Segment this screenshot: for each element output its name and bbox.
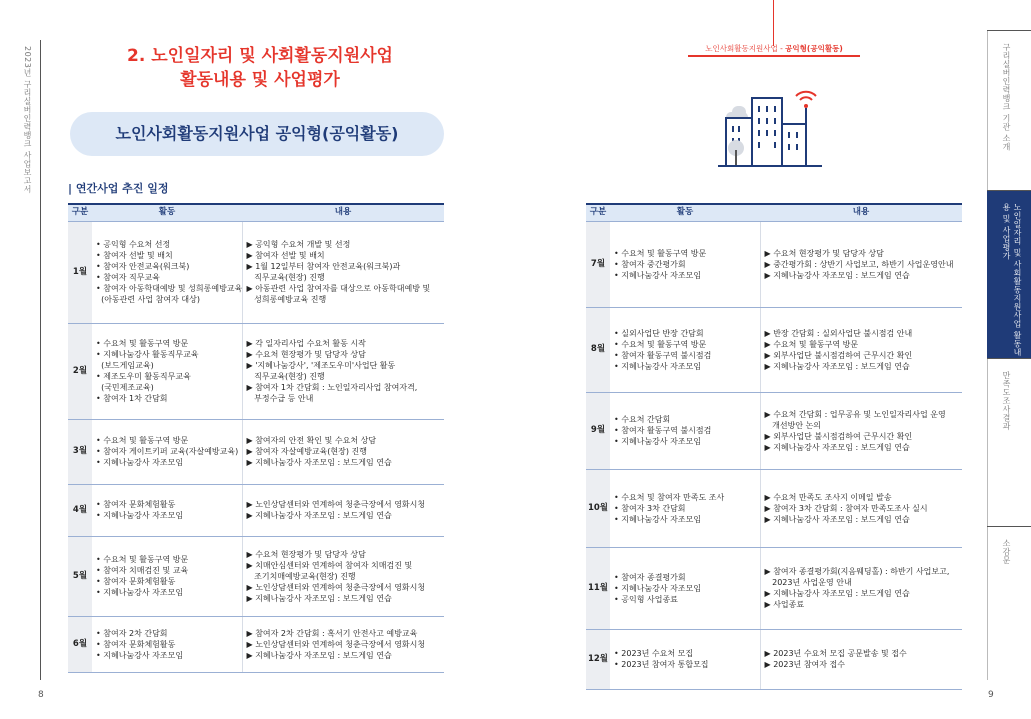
activity-text: • 수요처 간담회 • 참여자 활동구역 불시점검 • 지혜나눔강사 자조모임 — [614, 415, 712, 446]
page-title-line2: 활동내용 및 사업평가 — [180, 70, 340, 90]
subtitle-banner: 노인사회활동지원사업 공익형(공익활동) — [70, 112, 444, 156]
header-content: 내용 — [242, 204, 444, 221]
content-cell — [242, 616, 444, 672]
month-cell: 6월 — [68, 616, 92, 672]
activity-text: • 수요처 및 활동구역 방문 • 지혜나눔강사 활동직무교육 (보드게임교육) • 제조도우미 활동직무교육 (국민제조교육) • 참여자 1차 간담회 — [96, 339, 199, 403]
header-activity: 활동 — [610, 204, 760, 221]
content-cell — [760, 547, 962, 629]
content-text: ▶ 수요처 간담회 : 업무공유 및 노인일자리사업 운영 개선방안 논의 ▶ 외부사업단 불시점검하여 근무시간 확인 ▶ 지혜나눔강사 자조모임 : 보드게임 연습 — [764, 409, 946, 452]
content-text: ▶ 참여자 종결평가회(지음웨딩홀) : 하반기 사업보고, 2023년 사업운영 안내 ▶ 지혜나눔강사 자조모임 : 보드게임 연습 ▶ 사업종료 — [764, 567, 950, 609]
table-row — [68, 323, 444, 419]
month-cell: 5월 — [68, 536, 92, 616]
table-row — [586, 469, 962, 547]
header-content: 내용 — [760, 204, 962, 221]
content-text: ▶ 각 일자리사업 수요처 활동 시작 ▶ 수요처 현장평가 및 담당자 상담 ▶ '지혜나눔강사', '제조도우미'사업단 활동 직무교육(현장) 진행 ▶ 참여자 1차 간담회 : 노인일자리사업 참여자격, 부정수급 등 안내 — [246, 339, 418, 403]
table-row — [68, 616, 444, 672]
content-cell — [760, 629, 962, 689]
table-row — [68, 484, 444, 536]
activity-cell — [92, 536, 242, 616]
activity-cell — [92, 616, 242, 672]
content-text: ▶ 노인상담센터와 연계하여 청춘극장에서 영화시청 ▶ 지혜나눔강사 자조모임 : 보드게임 연습 — [246, 500, 426, 520]
content-text: ▶ 참여자 2차 간담회 : 혹서기 안전사고 예방교육 ▶ 노인상담센터와 연계하여 청춘극장에서 영화시청 ▶ 지혜나눔강사 자조모임 : 보드게임 연습 — [246, 628, 426, 660]
month-cell: 2월 — [68, 323, 92, 419]
activity-text: • 수요처 및 활동구역 방문 • 참여자 중간평가회 • 지혜나눔강사 자조모임 — [614, 248, 707, 280]
header-activity: 활동 — [92, 204, 242, 221]
content-cell — [760, 221, 962, 307]
content-cell — [242, 221, 444, 323]
tab-senior-jobs[interactable] — [987, 190, 1031, 358]
tab-agency-intro[interactable] — [987, 30, 1031, 190]
content-cell — [242, 536, 444, 616]
content-text: ▶ 수요처 만족도 조사지 이메일 발송 ▶ 참여자 3차 간담회 : 참여자 만족도조사 실시 ▶ 지혜나눔강사 자조모임 : 보드게임 연습 — [764, 492, 928, 524]
page-title-line1: 2. 노인일자리 및 사회활동지원사업 — [127, 46, 393, 66]
table-header-row — [68, 204, 444, 221]
activity-text: • 수요처 및 활동구역 방문 • 참여자 치매검진 및 교육 • 참여자 문화체험활동 • 지혜나눔강사 자조모임 — [96, 555, 189, 597]
tab-label: 구리실버인력뱅크 기관 소개 — [1002, 43, 1011, 152]
table-header-row — [586, 204, 962, 221]
left-side-label: 2023년 구리실버인력뱅크 사업보고서 — [23, 46, 32, 194]
tab-label: 소감문 — [1002, 539, 1011, 565]
activity-text: • 공익형 수요처 선정 • 참여자 선발 및 배치 • 참여자 안전교육(워크북) • 참여자 직무교육 • 참여자 아동학대예방 및 성희롱예방교육 (아동관련 사업 참여자 대상) — [96, 240, 243, 304]
activity-cell — [92, 221, 242, 323]
activity-cell — [92, 323, 242, 419]
month-cell: 12월 — [586, 629, 610, 689]
activity-cell — [92, 484, 242, 536]
table-row — [68, 536, 444, 616]
activity-text: • 참여자 종결평가회 • 지혜나눔강사 자조모임 • 공익형 사업종료 — [614, 572, 702, 604]
activity-text: • 수요처 및 활동구역 방문 • 참여자 게이트키퍼 교육(자살예방교육) • 지혜나눔강사 자조모임 — [96, 436, 239, 467]
activity-cell — [610, 221, 760, 307]
section-header-prefix: 노인사회활동지원사업 - — [705, 44, 786, 53]
page-title — [70, 44, 450, 92]
content-text: ▶ 참여자의 안전 확인 및 수요처 상담 ▶ 참여자 자살예방교육(현장) 진행 ▶ 지혜나눔강사 자조모임 : 보드게임 연습 — [246, 436, 392, 467]
table-row — [586, 307, 962, 392]
activity-text: • 실외사업단 반장 간담회 • 수요처 및 활동구역 방문 • 참여자 활동구역 불시점검 • 지혜나눔강사 자조모임 — [614, 328, 712, 371]
header-month: 구분 — [68, 204, 92, 221]
tab-label: 노인일자리 및 사회활동지원사업 활동내용 및 사업평가 — [1002, 203, 1022, 357]
table-row — [586, 221, 962, 307]
header-red-rule — [773, 0, 774, 46]
content-cell — [242, 484, 444, 536]
table-row — [586, 547, 962, 629]
content-cell — [242, 323, 444, 419]
buildings-icon — [718, 84, 828, 170]
content-cell — [760, 392, 962, 469]
schedule-table-right — [586, 203, 962, 690]
activity-text: • 참여자 문화체험활동 • 지혜나눔강사 자조모임 — [96, 500, 184, 520]
activity-text: • 참여자 2차 간담회 • 참여자 문화체험활동 • 지혜나눔강사 자조모임 — [96, 628, 184, 660]
section-header-label — [688, 42, 860, 57]
table-row — [68, 221, 444, 323]
activity-text: • 2023년 수요처 모집 • 2023년 참여자 통합모집 — [614, 649, 709, 669]
chapter-tabs — [987, 30, 1031, 680]
table-row — [68, 419, 444, 484]
page-number-right: 9 — [988, 690, 994, 700]
content-text: ▶ 수요처 현장평가 및 담당자 상담 ▶ 중간평가회 : 상반기 사업보고, 하반기 사업운영안내 ▶ 지혜나눔강사 자조모임 : 보드게임 연습 — [764, 248, 954, 280]
activity-cell — [610, 392, 760, 469]
content-cell — [760, 469, 962, 547]
section-title: | 연간사업 추진 일정 — [68, 182, 169, 195]
table-row — [586, 629, 962, 689]
tab-satisfaction-survey[interactable] — [987, 358, 1031, 526]
activity-cell — [610, 629, 760, 689]
content-text: ▶ 공익형 수요처 개발 및 선정 ▶ 참여자 선발 및 배치 ▶ 1월 12일부터 참여자 안전교육(워크북)과 직무교육(현장) 진행 ▶ 아동관련 사업 참여자를 대상으로 아동학대예방 및 성희롱예방교육 진행 — [246, 240, 431, 304]
schedule-table-left — [68, 203, 444, 673]
month-cell: 7월 — [586, 221, 610, 307]
activity-cell — [92, 419, 242, 484]
activity-cell — [610, 547, 760, 629]
month-cell: 10월 — [586, 469, 610, 547]
activity-text: • 수요처 및 참여자 만족도 조사 • 참여자 3차 간담회 • 지혜나눔강사 자조모임 — [614, 492, 725, 524]
activity-cell — [610, 469, 760, 547]
section-header-bold: 공익형(공익활동) — [785, 44, 843, 53]
page-number-left: 8 — [38, 690, 44, 700]
content-text: ▶ 반장 간담회 : 실외사업단 불시점검 안내 ▶ 수요처 및 활동구역 방문 ▶ 외부사업단 불시점검하여 근무시간 확인 ▶ 지혜나눔강사 자조모임 : 보드게임 연습 — [764, 328, 913, 371]
month-cell: 9월 — [586, 392, 610, 469]
month-cell: 1월 — [68, 221, 92, 323]
month-cell: 4월 — [68, 484, 92, 536]
content-cell — [760, 307, 962, 392]
tab-reflections[interactable] — [987, 526, 1031, 680]
month-cell: 3월 — [68, 419, 92, 484]
month-cell: 8월 — [586, 307, 610, 392]
content-text: ▶ 2023년 수요처 모집 공문발송 및 접수 ▶ 2023년 참여자 접수 — [764, 649, 907, 669]
content-text: ▶ 수요처 현장평가 및 담당자 상담 ▶ 치매안심센터와 연계하여 참여자 치매검진 및 조기치매예방교육(현장) 진행 ▶ 노인상담센터와 연계하여 청춘극장에서 영화시청 ▶ 지혜나눔강사 자조모임 : 보드게임 연습 — [246, 549, 426, 603]
activity-cell — [610, 307, 760, 392]
tab-label: 만족도조사결과 — [1002, 371, 1011, 431]
content-cell — [242, 419, 444, 484]
table-row — [586, 392, 962, 469]
left-margin-rule — [40, 40, 41, 680]
month-cell: 11월 — [586, 547, 610, 629]
header-month: 구분 — [586, 204, 610, 221]
